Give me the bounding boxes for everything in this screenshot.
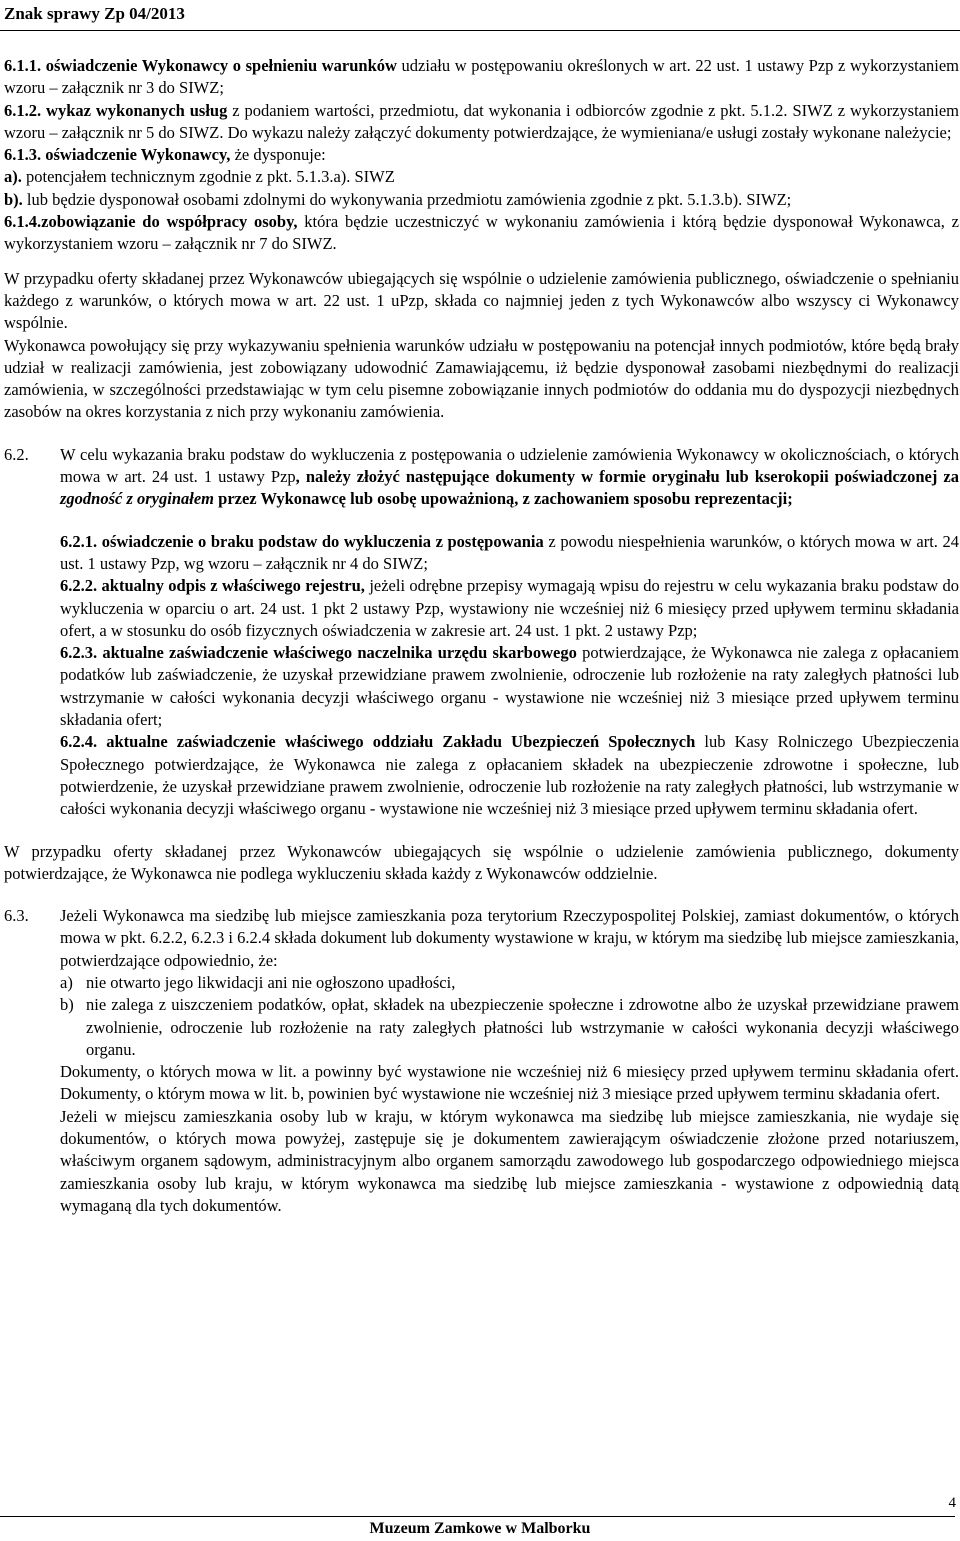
- section-text: Jeżeli Wykonawca ma siedzibę lub miejsce zamieszkania poza terytorium Rzeczypospolitej Polskiej, zamiast dokumentów, o których mowa w pkt. 6.2.2, 6.2.3 i 6.2.4 składa dokument lub dokumenty wystawione w kraju, w którym ma siedzibę lub miejsce zamieszkania, potwierdzające odpowiednio, że:: [60, 906, 959, 970]
- substitute-documents-text: Jeżeli w miejscu zamieszkania osoby lub w kraju, w którym wykonawca ma siedzibę lub miejsce zamieszkania, nie wydaje się dokumentów, o których mowa powyżej, zastępuje się je dokumentem zawierającym oświadczenie złożone przed notariuszem, właściwym organem sądowym, administracyjnym albo organem samorządu zawodowego lub gospodarczego odpowiedniego miejsca zamieszkania osoby lub kraju, w którym wykonawca ma siedzibę lub miejsce zamieszkania - wystawione z odpowiednią datą wymaganą dla tych dokumentów.: [60, 1106, 959, 1215]
- item-title: oświadczenie Wykonawcy,: [45, 145, 231, 165]
- item-6-1-3-b: [4, 189, 959, 211]
- documents-deadline-text: Dokumenty, o których mowa w lit. a powinny być wystawione nie wcześniej niż 6 miesięcy przed upływem terminu składania ofert. Dokumenty, o którym mowa w lit. b, powinien być wystawione nie wcześniej niż 3 miesiące przed upływem terminu składania ofert.: [60, 1062, 959, 1104]
- sub-text: lub będzie dysponował osobami zdolnymi do wykonywania przedmiotu zamówienia zgodnie z pkt. 5.1.3.b). SIWZ;: [26, 189, 792, 209]
- item-number: 6.2.3.: [60, 643, 98, 663]
- paragraph-joint-offer: W przypadku oferty składanej przez Wykonawców ubiegających się wspólnie o udzielenie zamówienia publicznego, oświadczenie o spełnianiu każdego z warunków, o których mowa w art. 22 ust. 1 uPzp, składa co najmniej jeden z tych Wykonawców albo wszyscy ci Wykonawcy wspólnie.: [4, 268, 959, 333]
- paragraph-third-party-resources: Wykonawca powołujący się przy wykazywaniu spełnienia warunków udziału w postępowaniu na potencjał innych podmiotów, które będą brały udział w realizacji zamówienia, jest zobowiązany udowodnić Zamawiającemu, iż będzie dysponował zasobami niezbędnymi do realizacji zamówienia, w szczególności przedstawiając w tym celu pisemne zobowiązanie innych podmiotów do oddania mu do dyspozycji niezbędnych zasobów na okres korzystania z nich przy wykonaniu zamówienia.: [4, 335, 959, 422]
- section-text: W celu wykazania braku podstaw do wykluczenia z postępowania o udzielenie zamówienia Wykonawcy w okolicznościach, o których mowa w art. 24 ust. 1 ustawy Pzp: [60, 444, 959, 487]
- item-title: aktualne zaświadczenie właściwego oddziału Zakładu Ubezpieczeń Społecznych: [106, 732, 696, 752]
- item-6-2-3: [60, 642, 959, 731]
- section-italic-text: zgodność z oryginałem: [60, 489, 215, 509]
- list-text: nie zalega z uiszczeniem podatków, opłat, składek na ubezpieczenie społeczne i zdrowotne albo że uzyskał przewidziane prawem zwolnienie, odroczenie lub rozłożenie na raty zaległych płatności lub wstrzymanie w całości wykonania decyzji właściwego organu.: [86, 995, 959, 1059]
- item-6-2-2: [60, 575, 959, 642]
- list-label: b): [60, 995, 74, 1015]
- item-6-2-4: [60, 731, 959, 820]
- item-text: jeżeli odrębne przepisy wymagają wpisu do rejestru w celu wykazania braku podstaw do wykluczenia w oparciu o art. 24 ust. 1 pkt 2 ustawy Pzp, wystawiony nie wcześniej niż 6 miesięcy przed upływem terminu składania ofert, a w stosunku do osób fizycznych oświadczenia w zakresie art. 24 ust. 1 pkt. 2 ustawy Pzp;: [60, 576, 960, 640]
- item-6-1-1: [4, 55, 959, 100]
- document-body: [4, 55, 959, 1217]
- list-text: nie otwarto jego likwidacji ani nie ogłoszono upadłości,: [86, 972, 456, 992]
- item-text: z podaniem wartości, przedmiotu, dat wykonania i odbiorców zgodnie z pkt. 5.1.2. SIWZ z wykorzystaniem wzoru – załącznik nr 5 do SIWZ. Do wykazu należy załączyć dokumenty potwierdzające, że wymieniana/e usługi zostały wykonane należycie;: [4, 100, 959, 142]
- item-6-1-2: [4, 100, 959, 145]
- item-text: z powodu niespełnienia warunków, o których mowa w art. 24 ust. 1 ustawy Pzp, wg wzoru – załącznik nr 4 do SIWZ;: [60, 531, 960, 573]
- item-number: 6.2.2.: [60, 576, 98, 596]
- section-bold-text: , należy złożyć następujące dokumenty w formie oryginału lub kserokopii poświadczonej za: [295, 467, 959, 487]
- page-number: 4: [948, 1495, 956, 1511]
- footer-rule: [0, 1516, 955, 1517]
- list-item-a: [60, 972, 959, 994]
- section-number: 6.2.: [4, 444, 29, 464]
- item-text: że dysponuje:: [230, 145, 326, 165]
- item-6-1-4: [4, 211, 959, 256]
- section-6-2: [4, 444, 959, 511]
- item-title: oświadczenie Wykonawcy o spełnieniu warunków: [45, 56, 397, 75]
- case-number: Znak sprawy Zp 04/2013: [4, 4, 185, 23]
- item-6-1-3-a: [4, 166, 959, 188]
- item-6-2-1: [60, 531, 959, 576]
- header-rule: [0, 30, 960, 31]
- item-title: wykaz wykonanych usług: [46, 100, 228, 120]
- item-number: 6.1.3.: [4, 145, 42, 165]
- sub-label: a).: [4, 167, 22, 187]
- item-title: zobowiązanie do współpracy osoby,: [41, 212, 298, 232]
- item-number: 6.1.2.: [4, 100, 42, 120]
- item-text: która będzie uczestniczyć w wykonaniu zamówienia i którą będzie dysponował Wykonawca, z wykorzystaniem wzoru – załącznik nr 7 do SIWZ.: [4, 212, 959, 254]
- list-item-b: [60, 994, 959, 1061]
- item-6-1-3: [4, 144, 959, 166]
- section-6-3: [4, 905, 959, 1217]
- paragraph-joint-exclusion: W przypadku oferty składanej przez Wykonawców ubiegających się wspólnie o udzielenie zamówienia publicznego, dokumenty potwierdzające, że Wykonawca nie podlega wykluczeniu składa każdy z Wykonawców oddzielnie.: [4, 841, 959, 883]
- section-bold-text-end: przez Wykonawcę lub osobę upoważnioną, z zachowaniem sposobu reprezentacji;: [214, 489, 793, 509]
- item-title: aktualne zaświadczenie właściwego naczelnika urzędu skarbowego: [102, 643, 577, 663]
- item-number: 6.1.4.: [4, 212, 42, 232]
- item-number: 6.1.1.: [4, 56, 42, 75]
- footer-institution: Muzeum Zamkowe w Malborku: [369, 1520, 591, 1537]
- item-text: lub Kasy Rolniczego Ubezpieczenia Społecznego potwierdzające, że Wykonawca nie zalega z opłacaniem składek na ubezpieczenie zdrowotne i społeczne, lub potwierdzenie, że uzyskał przewidziane prawem zwolnienie, odroczenie lub rozłożenie na raty zaległych płatności, lub wstrzymanie w całości wykonania decyzji właściwego organu - wystawione nie wcześniej niż 3 miesiące przed upływem terminu składania ofert.: [60, 732, 959, 819]
- section-number: 6.3.: [4, 906, 29, 926]
- sub-label: b).: [4, 189, 23, 209]
- sub-text: potencjałem technicznym zgodnie z pkt. 5.1.3.a). SIWZ: [26, 167, 395, 187]
- item-title: aktualny odpis z właściwego rejestru,: [101, 576, 365, 596]
- item-number: 6.2.1.: [60, 531, 98, 551]
- item-text: udziału w postępowaniu określonych w art. 22 ust. 1 ustawy Pzp z wykorzystaniem wzoru – załącznik nr 3 do SIWZ;: [4, 56, 960, 98]
- list-label: a): [60, 972, 73, 992]
- item-text: potwierdzające, że Wykonawca nie zalega z opłacaniem podatków lub zaświadczenie, że uzyskał przewidziane prawem zwolnienie, odroczenie lub rozłożenie na raty zaległych płatności lub wstrzymanie w całości wykonania decyzji właściwego organu - wystawione nie wcześniej niż 3 miesiące przed upływem terminu składania ofert;: [60, 643, 960, 730]
- item-number: 6.2.4.: [60, 732, 98, 752]
- item-title: oświadczenie o braku podstaw do wykluczenia z postępowania: [101, 531, 544, 551]
